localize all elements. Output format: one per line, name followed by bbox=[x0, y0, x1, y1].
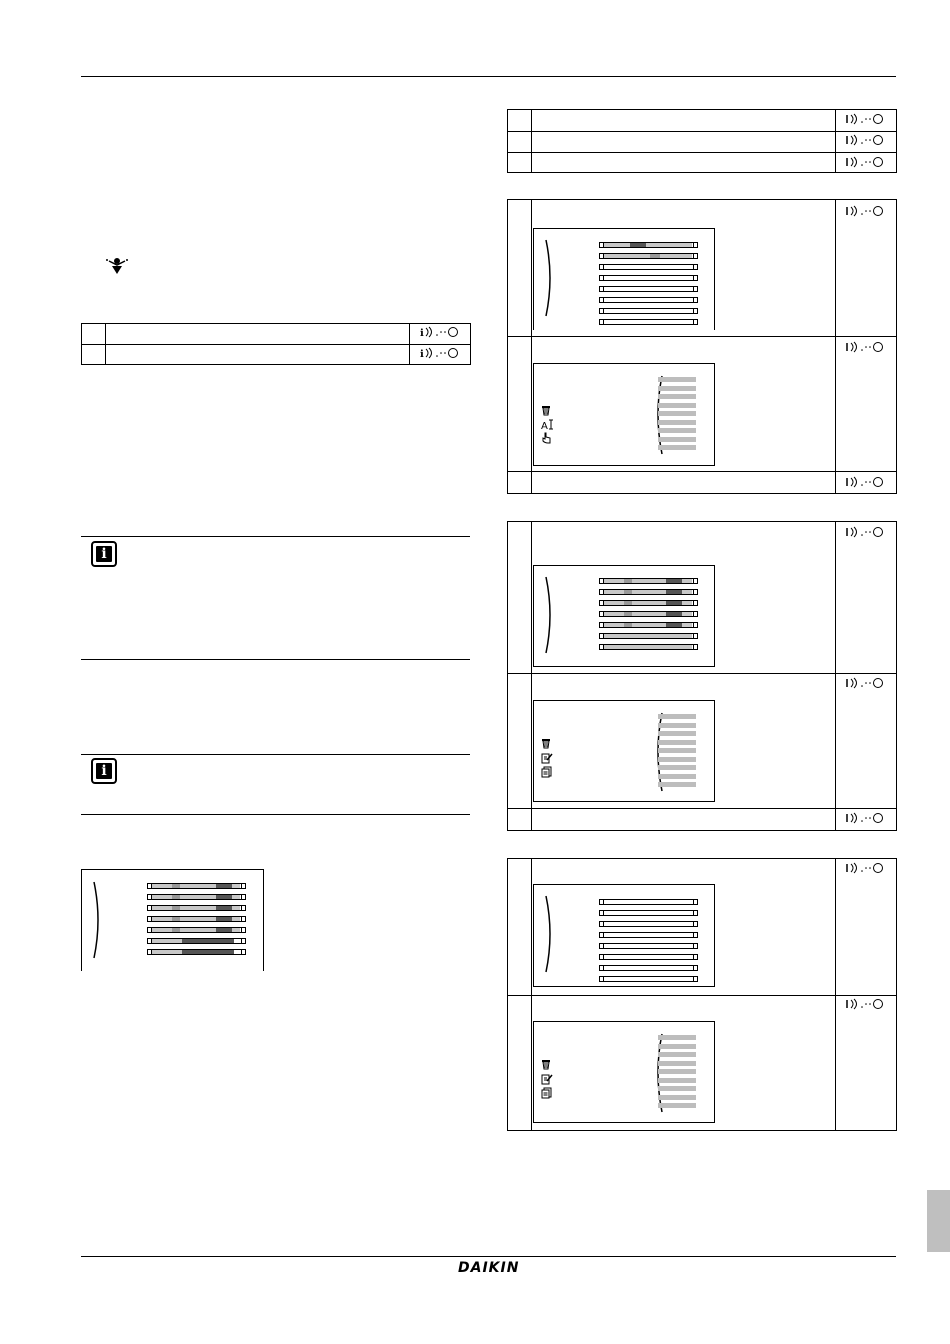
screen-bar bbox=[599, 600, 698, 606]
placeholder-text-bar bbox=[658, 748, 696, 753]
screen-bar bbox=[599, 899, 698, 905]
svg-text:A: A bbox=[541, 421, 548, 430]
placeholder-text-bar bbox=[658, 1086, 696, 1091]
screen-bar bbox=[147, 883, 246, 889]
info-letter: i bbox=[96, 763, 112, 779]
screen-curve bbox=[544, 894, 556, 974]
placeholder-text-bar bbox=[658, 1052, 696, 1057]
placeholder-text-bar bbox=[658, 428, 696, 433]
placeholder-text-bar bbox=[658, 723, 696, 728]
screen-bar bbox=[599, 253, 698, 259]
trash-icon bbox=[541, 405, 551, 416]
screen-bar bbox=[147, 949, 246, 955]
chapter-tab-marker bbox=[927, 1190, 950, 1252]
placeholder-text-bar bbox=[658, 714, 696, 719]
placeholder-text-bar bbox=[658, 1035, 696, 1040]
placeholder-text-bar bbox=[658, 740, 696, 745]
placeholder-text-bar bbox=[658, 1044, 696, 1049]
screen-bar bbox=[147, 916, 246, 922]
screen-bar bbox=[599, 286, 698, 292]
remote-control-icon bbox=[845, 341, 883, 353]
screen-bar bbox=[599, 242, 698, 248]
placeholder-text-bar bbox=[658, 437, 696, 442]
note-rule bbox=[81, 814, 470, 815]
placeholder-text-bar bbox=[658, 765, 696, 770]
screen-bar bbox=[147, 905, 246, 911]
header-rule bbox=[81, 76, 896, 77]
footer-rule bbox=[81, 1256, 896, 1257]
placeholder-text-bar bbox=[658, 757, 696, 762]
information-icon bbox=[91, 541, 117, 567]
placeholder-text-bar bbox=[658, 1061, 696, 1066]
placeholder-text-bar bbox=[658, 445, 696, 450]
left-table bbox=[81, 323, 471, 365]
remote-control-icon bbox=[845, 113, 883, 125]
info-letter: i bbox=[96, 546, 112, 562]
screen-curve bbox=[544, 575, 556, 655]
edit-note-icon bbox=[541, 752, 553, 764]
screen-bar bbox=[599, 611, 698, 617]
text-cursor-icon bbox=[541, 419, 555, 430]
information-icon bbox=[91, 758, 117, 784]
right-table-a bbox=[507, 109, 897, 173]
screen-bar bbox=[599, 932, 698, 938]
screen-bar bbox=[599, 319, 698, 325]
remote-control-icon bbox=[845, 812, 883, 824]
screen-bar bbox=[599, 965, 698, 971]
placeholder-text-bar bbox=[658, 411, 696, 416]
remote-control-icon bbox=[845, 677, 883, 689]
screen-bar bbox=[599, 275, 698, 281]
screen-curve bbox=[544, 238, 556, 318]
screen-bar bbox=[147, 894, 246, 900]
screen-bar bbox=[147, 938, 246, 944]
note-rule bbox=[81, 659, 470, 660]
placeholder-text-bar bbox=[658, 1103, 696, 1108]
screen-bar bbox=[599, 264, 698, 270]
screen-bar bbox=[599, 943, 698, 949]
placeholder-text-bar bbox=[658, 1095, 696, 1100]
placeholder-text-bar bbox=[658, 731, 696, 736]
screen-bar bbox=[599, 644, 698, 650]
remote-control-icon bbox=[845, 526, 883, 538]
placeholder-text-bar bbox=[658, 1078, 696, 1083]
remote-control-icon bbox=[845, 156, 883, 168]
daikin-logo: DAIKIN bbox=[458, 1260, 520, 1276]
placeholder-text-bar bbox=[658, 774, 696, 779]
remote-control-icon bbox=[845, 205, 883, 217]
screen-bar bbox=[599, 622, 698, 628]
placeholder-text-bar bbox=[658, 782, 696, 787]
remote-control-icon bbox=[420, 326, 458, 338]
remote-control-icon bbox=[845, 134, 883, 146]
hand-pointer-icon bbox=[541, 432, 552, 444]
document-icon bbox=[541, 1087, 552, 1099]
placeholder-text-bar bbox=[658, 377, 696, 382]
note-rule bbox=[81, 754, 470, 755]
trash-icon bbox=[541, 738, 551, 749]
svg-text:ℹ: ℹ bbox=[420, 328, 424, 338]
remote-control-icon bbox=[845, 998, 883, 1010]
trash-icon bbox=[541, 1059, 551, 1070]
screen-bar bbox=[599, 910, 698, 916]
remote-control-icon bbox=[845, 862, 883, 874]
screen-bar bbox=[599, 578, 698, 584]
placeholder-text-bar bbox=[658, 403, 696, 408]
edit-note-icon bbox=[541, 1073, 553, 1085]
screen-bar bbox=[599, 297, 698, 303]
installer-icon bbox=[104, 256, 130, 276]
svg-text:ℹ: ℹ bbox=[420, 349, 424, 359]
screen-bar bbox=[599, 633, 698, 639]
document-icon bbox=[541, 766, 552, 778]
remote-control-icon bbox=[845, 476, 883, 488]
placeholder-text-bar bbox=[658, 394, 696, 399]
remote-control-icon bbox=[420, 347, 458, 359]
placeholder-text-bar bbox=[658, 420, 696, 425]
placeholder-text-bar bbox=[658, 386, 696, 391]
screen-bar bbox=[599, 976, 698, 982]
screen-bar bbox=[599, 308, 698, 314]
screen-bar bbox=[599, 954, 698, 960]
screen-bar bbox=[147, 927, 246, 933]
screen-bar bbox=[599, 589, 698, 595]
screen-bar bbox=[599, 921, 698, 927]
note-rule bbox=[81, 536, 470, 537]
placeholder-text-bar bbox=[658, 1069, 696, 1074]
